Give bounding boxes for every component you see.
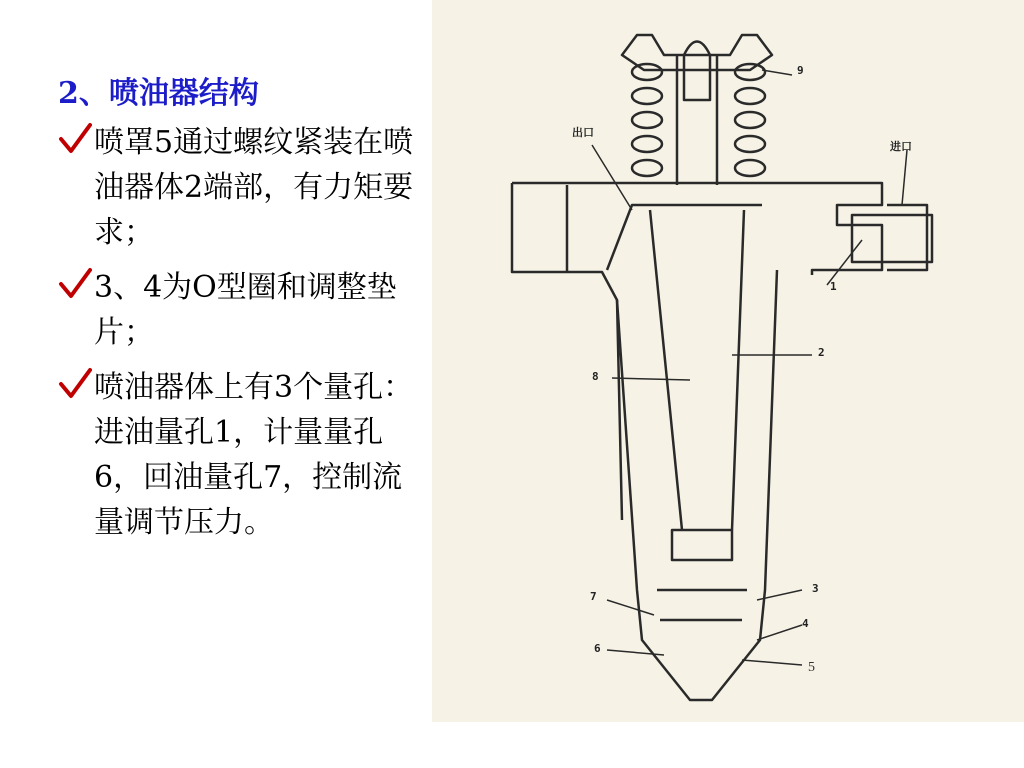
label-9: 9 (797, 64, 804, 77)
checkmark-icon (58, 367, 92, 399)
injector-drawing (432, 0, 1024, 722)
page-number: 5 (808, 660, 815, 675)
bullet-item (58, 265, 418, 355)
injector-diagram (432, 0, 1024, 722)
bullet-item (58, 365, 418, 545)
bullet-text: 3、4为O型圈和调整垫片； (94, 270, 397, 350)
checkmark-icon (58, 267, 92, 299)
bullet-text: 喷油器体上有3个量孔：进油量孔1，计量量孔6，回油量孔7，控制流量调节压力。 (94, 370, 414, 540)
label-inlet: 进口 (890, 140, 912, 153)
label-7: 7 (590, 590, 597, 603)
label-8: 8 (592, 370, 599, 383)
checkmark-icon (58, 122, 92, 154)
spring-coils (632, 64, 765, 176)
label-3: 3 (812, 582, 819, 595)
label-1: 1 (830, 280, 837, 293)
label-outlet: 出口 (572, 126, 594, 139)
label-4: 4 (802, 617, 809, 630)
label-2: 2 (818, 346, 825, 359)
label-6: 6 (594, 642, 601, 655)
bullet-text: 喷罩5通过螺纹紧装在喷油器体2端部，有力矩要求； (94, 125, 414, 250)
bullet-item (58, 120, 418, 255)
slide-title: 2、喷油器结构 (58, 76, 259, 111)
bullet-list (58, 120, 418, 555)
